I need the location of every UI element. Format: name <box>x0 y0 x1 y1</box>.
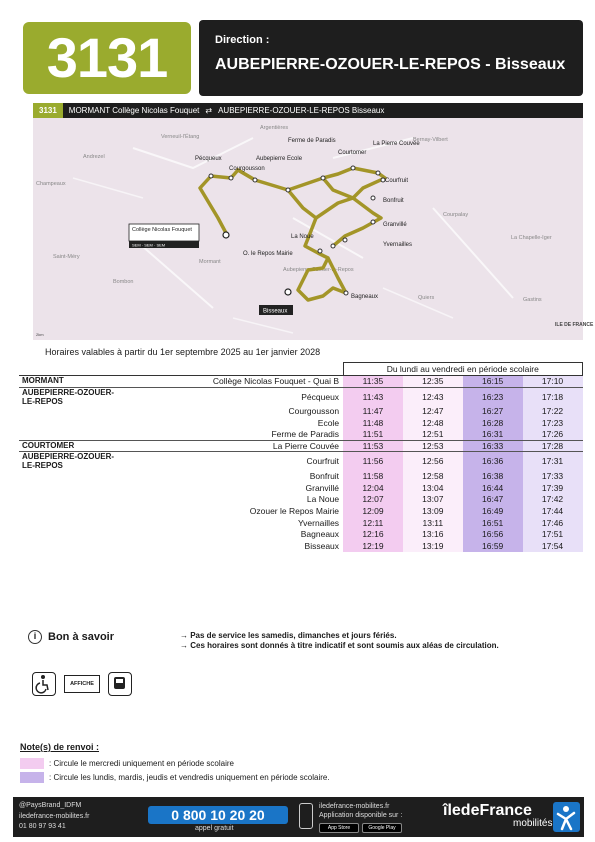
route-map <box>33 118 594 340</box>
timetable-row <box>19 387 583 406</box>
time-cell: 17:28 <box>523 440 583 452</box>
time-cell: 17:22 <box>523 406 583 418</box>
store-badges <box>319 823 402 833</box>
city-cell: AUBEPIERRE-OZOUER-LE-REPOS <box>19 387 129 406</box>
stop-cell: Courfruit <box>129 452 343 471</box>
footer-contacts <box>19 801 89 833</box>
route-bar-from: MORMANT Collège Nicolas Fouquet <box>68 106 200 115</box>
stop-label: Yvernailles <box>383 242 413 248</box>
smartphone-icon <box>299 803 313 829</box>
idf-brand <box>443 802 552 829</box>
timetable-row <box>19 452 583 471</box>
time-cell: 17:39 <box>523 482 583 494</box>
note-item <box>20 772 330 783</box>
place-label: Aubepierre-Ozouer-le-Repos <box>283 267 354 273</box>
time-cell: 16:31 <box>463 429 523 441</box>
time-cell: 12:04 <box>343 482 403 494</box>
phone-small: 01 80 97 93 41 <box>19 823 66 830</box>
time-cell: 11:53 <box>343 440 403 452</box>
city-cell <box>19 417 129 429</box>
line-number-badge: 3131 <box>23 22 191 94</box>
note-swatch <box>20 772 44 783</box>
scale-label: 2km <box>36 332 44 337</box>
time-cell: 16:47 <box>463 494 523 506</box>
place-label: Champeaux <box>36 181 66 187</box>
stop-label: Bagneaux <box>351 294 379 300</box>
period-header: Du lundi au vendredi en période scolaire <box>343 363 582 376</box>
place-label: Gastins <box>523 297 542 303</box>
website-link[interactable]: iledefrance-mobilites.fr <box>19 812 90 820</box>
info-line-1: → Pas de service les samedis, dimanches et jours fériés. <box>180 631 397 640</box>
time-cell: 12:48 <box>403 417 463 429</box>
time-cell: 17:23 <box>523 417 583 429</box>
place-label: Mormant <box>199 259 221 265</box>
time-cell: 17:51 <box>523 528 583 540</box>
time-cell: 11:51 <box>343 429 403 441</box>
time-cell: 12:11 <box>343 517 403 529</box>
stop-cell: Ecole <box>317 417 340 428</box>
social-handle[interactable]: @PaysBrand_IDFM <box>19 802 82 809</box>
time-cell: 13:04 <box>403 482 463 494</box>
city-cell <box>19 429 129 441</box>
time-cell: 16:15 <box>463 376 523 388</box>
stop-cell: Ferme de Paradis <box>271 429 340 440</box>
time-cell: 12:47 <box>403 406 463 418</box>
time-cell: 13:16 <box>403 528 463 540</box>
info-text <box>180 631 499 651</box>
time-cell: 16:44 <box>463 482 523 494</box>
pictograms <box>32 672 132 696</box>
timetable-row <box>19 470 583 482</box>
info-line-2: → Ces horaires sont donnés à titre indicatif et sont soumis aux aléas de circulation. <box>180 641 499 650</box>
city-cell <box>19 470 129 482</box>
stop-label: Granvillé <box>383 222 407 228</box>
timetable-row <box>19 505 583 517</box>
time-cell: 12:58 <box>403 470 463 482</box>
bus-icon <box>108 672 132 696</box>
place-label: Saint-Méry <box>53 254 80 260</box>
stop-label: Bonfruit <box>383 198 404 204</box>
stop-label: Courgousson <box>229 166 265 172</box>
time-cell: 17:42 <box>523 494 583 506</box>
stop-label: Pécqueux <box>195 156 222 162</box>
note-swatch <box>20 758 44 769</box>
validity-text: Horaires valables à partir du 1er septembre 2025 au 1er janvier 2028 <box>45 347 321 357</box>
city-cell: AUBEPIERRE-OZOUER-LE-REPOS <box>19 452 129 471</box>
timetable-row <box>19 417 583 429</box>
college-label: Collège Nicolas Fouquet <box>132 227 192 233</box>
place-label: Quiers <box>418 295 435 301</box>
time-cell: 17:46 <box>523 517 583 529</box>
route-map-svg <box>33 118 594 340</box>
app-store-badge[interactable]: App Store <box>319 823 359 833</box>
time-cell: 12:56 <box>403 452 463 471</box>
stop-cell: Granvillé <box>305 482 340 493</box>
time-cell: 12:19 <box>343 540 403 552</box>
direction-destination: AUBEPIERRE-OZOUER-LE-REPOS - Bisseaux <box>215 56 566 73</box>
time-cell: 13:07 <box>403 494 463 506</box>
time-cell: 12:35 <box>403 376 463 388</box>
timetable-row <box>19 517 583 529</box>
time-cell: 16:56 <box>463 528 523 540</box>
stop-label: Ferme de Paradis <box>288 138 336 144</box>
city-cell <box>19 406 129 418</box>
phone-number[interactable]: 0 800 10 20 20 <box>148 806 288 824</box>
timetable-row <box>19 494 583 506</box>
stop-label: Aubepierre Ecole <box>256 156 303 162</box>
time-cell: 16:36 <box>463 452 523 471</box>
stop-cell: Ozouer le Repos Mairie <box>249 506 340 517</box>
stop-cell: Courgousson <box>288 406 340 417</box>
city-cell <box>19 494 129 506</box>
timetable-row <box>19 376 583 388</box>
stop-label: La Noue <box>291 234 314 240</box>
stop-label: Courfruit <box>385 178 409 184</box>
time-cell: 11:43 <box>343 387 403 406</box>
footer <box>13 797 584 837</box>
stop-cell: La Pierre Couvée <box>129 440 343 452</box>
notes-title: Note(s) de renvoi : <box>20 742 100 752</box>
place-label: Argentières <box>260 125 289 131</box>
map-brand: ILE DE FRANCE <box>555 322 594 328</box>
timetable-row <box>19 406 583 418</box>
time-cell: 11:58 <box>343 470 403 482</box>
app-text: Application disponible sur : <box>319 812 403 819</box>
google-play-badge[interactable]: Google Play <box>362 823 402 833</box>
time-cell: 12:53 <box>403 440 463 452</box>
note-item <box>20 758 234 769</box>
idf-logo-icon <box>553 802 580 832</box>
time-cell: 11:47 <box>343 406 403 418</box>
timetable <box>19 362 583 552</box>
note-text: : Circule le mercredi uniquement en période scolaire <box>49 759 234 768</box>
place-label: Bombon <box>113 279 134 285</box>
bisseaux-label: Bisseaux <box>263 308 288 315</box>
time-cell: 12:43 <box>403 387 463 406</box>
time-cell: 13:19 <box>403 540 463 552</box>
route-bar-line: 3131 <box>33 103 63 118</box>
time-cell: 12:16 <box>343 528 403 540</box>
college-sub: SEM · SEM · SEM <box>132 242 166 248</box>
time-cell: 17:44 <box>523 505 583 517</box>
city-cell <box>19 505 129 517</box>
city-cell: COURTOMER <box>19 440 129 452</box>
city-cell <box>19 528 129 540</box>
phone-sub: appel gratuit <box>195 825 234 832</box>
time-cell: 16:27 <box>463 406 523 418</box>
place-label: Andrezel <box>83 154 105 160</box>
stop-cell: Collège Nicolas Fouquet - Quai B <box>129 376 343 388</box>
route-bar <box>33 103 583 118</box>
city-cell: MORMANT <box>19 376 129 388</box>
direction-box <box>199 20 583 96</box>
time-cell: 16:49 <box>463 505 523 517</box>
city-cell <box>19 482 129 494</box>
time-cell: 17:33 <box>523 470 583 482</box>
stop-label: La Pierre Couvée <box>373 141 420 147</box>
time-cell: 17:31 <box>523 452 583 471</box>
time-cell: 17:10 <box>523 376 583 388</box>
info-title: Bon à savoir <box>48 631 115 643</box>
place-label: Bernay-Vilbert <box>413 137 448 143</box>
direction-label: Direction : <box>215 34 270 46</box>
time-cell: 13:11 <box>403 517 463 529</box>
timetable-row <box>19 540 583 552</box>
time-cell: 17:18 <box>523 387 583 406</box>
idf-brand-name: îledeFrance <box>443 802 532 819</box>
place-label: Courpalay <box>443 212 469 218</box>
stop-cell: Bagneaux <box>300 529 340 540</box>
time-cell: 16:23 <box>463 387 523 406</box>
timetable-row <box>19 440 583 452</box>
timetable-row <box>19 482 583 494</box>
time-cell: 16:28 <box>463 417 523 429</box>
city-cell <box>19 540 129 552</box>
stop-cell: Bisseaux <box>304 540 340 551</box>
stop-cell: Bonfruit <box>309 471 340 482</box>
time-cell: 16:38 <box>463 470 523 482</box>
time-cell: 16:33 <box>463 440 523 452</box>
time-cell: 11:48 <box>343 417 403 429</box>
time-cell: 12:07 <box>343 494 403 506</box>
stop-cell: Yvernailles <box>297 517 340 528</box>
place-label: Verneuil-l'Étang <box>161 134 200 140</box>
info-icon: i <box>28 630 42 644</box>
time-cell: 17:54 <box>523 540 583 552</box>
app-info <box>319 802 402 820</box>
time-cell: 16:51 <box>463 517 523 529</box>
stop-cell: Pécqueux <box>129 387 343 406</box>
info-section <box>28 630 114 644</box>
affiche-label: AFFICHE <box>64 675 100 693</box>
idf-brand-sub: mobilités <box>513 818 553 829</box>
time-cell: 16:59 <box>463 540 523 552</box>
time-cell: 11:35 <box>343 376 403 388</box>
accessibility-icon <box>32 672 56 696</box>
stop-label: Courtomer <box>338 150 367 156</box>
city-cell <box>19 517 129 529</box>
app-website[interactable]: iledefrance-mobilites.fr <box>319 803 390 810</box>
place-label: La Chapelle-Iger <box>511 235 552 241</box>
time-cell: 12:51 <box>403 429 463 441</box>
stop-cell: La Noue <box>306 494 340 505</box>
time-cell: 17:26 <box>523 429 583 441</box>
route-bar-arrow: ⇄ <box>205 106 213 115</box>
timetable-row <box>19 528 583 540</box>
timetable-row <box>19 429 583 441</box>
time-cell: 13:09 <box>403 505 463 517</box>
time-cell: 12:09 <box>343 505 403 517</box>
route-bar-to: AUBEPIERRE-OZOUER-LE-REPOS Bisseaux <box>218 106 385 115</box>
time-cell: 11:56 <box>343 452 403 471</box>
timetable-header-row <box>19 363 583 376</box>
stop-label: O. le Repos Mairie <box>243 251 293 257</box>
note-text: : Circule les lundis, mardis, jeudis et vendredis uniquement en période scolaire. <box>49 773 330 782</box>
